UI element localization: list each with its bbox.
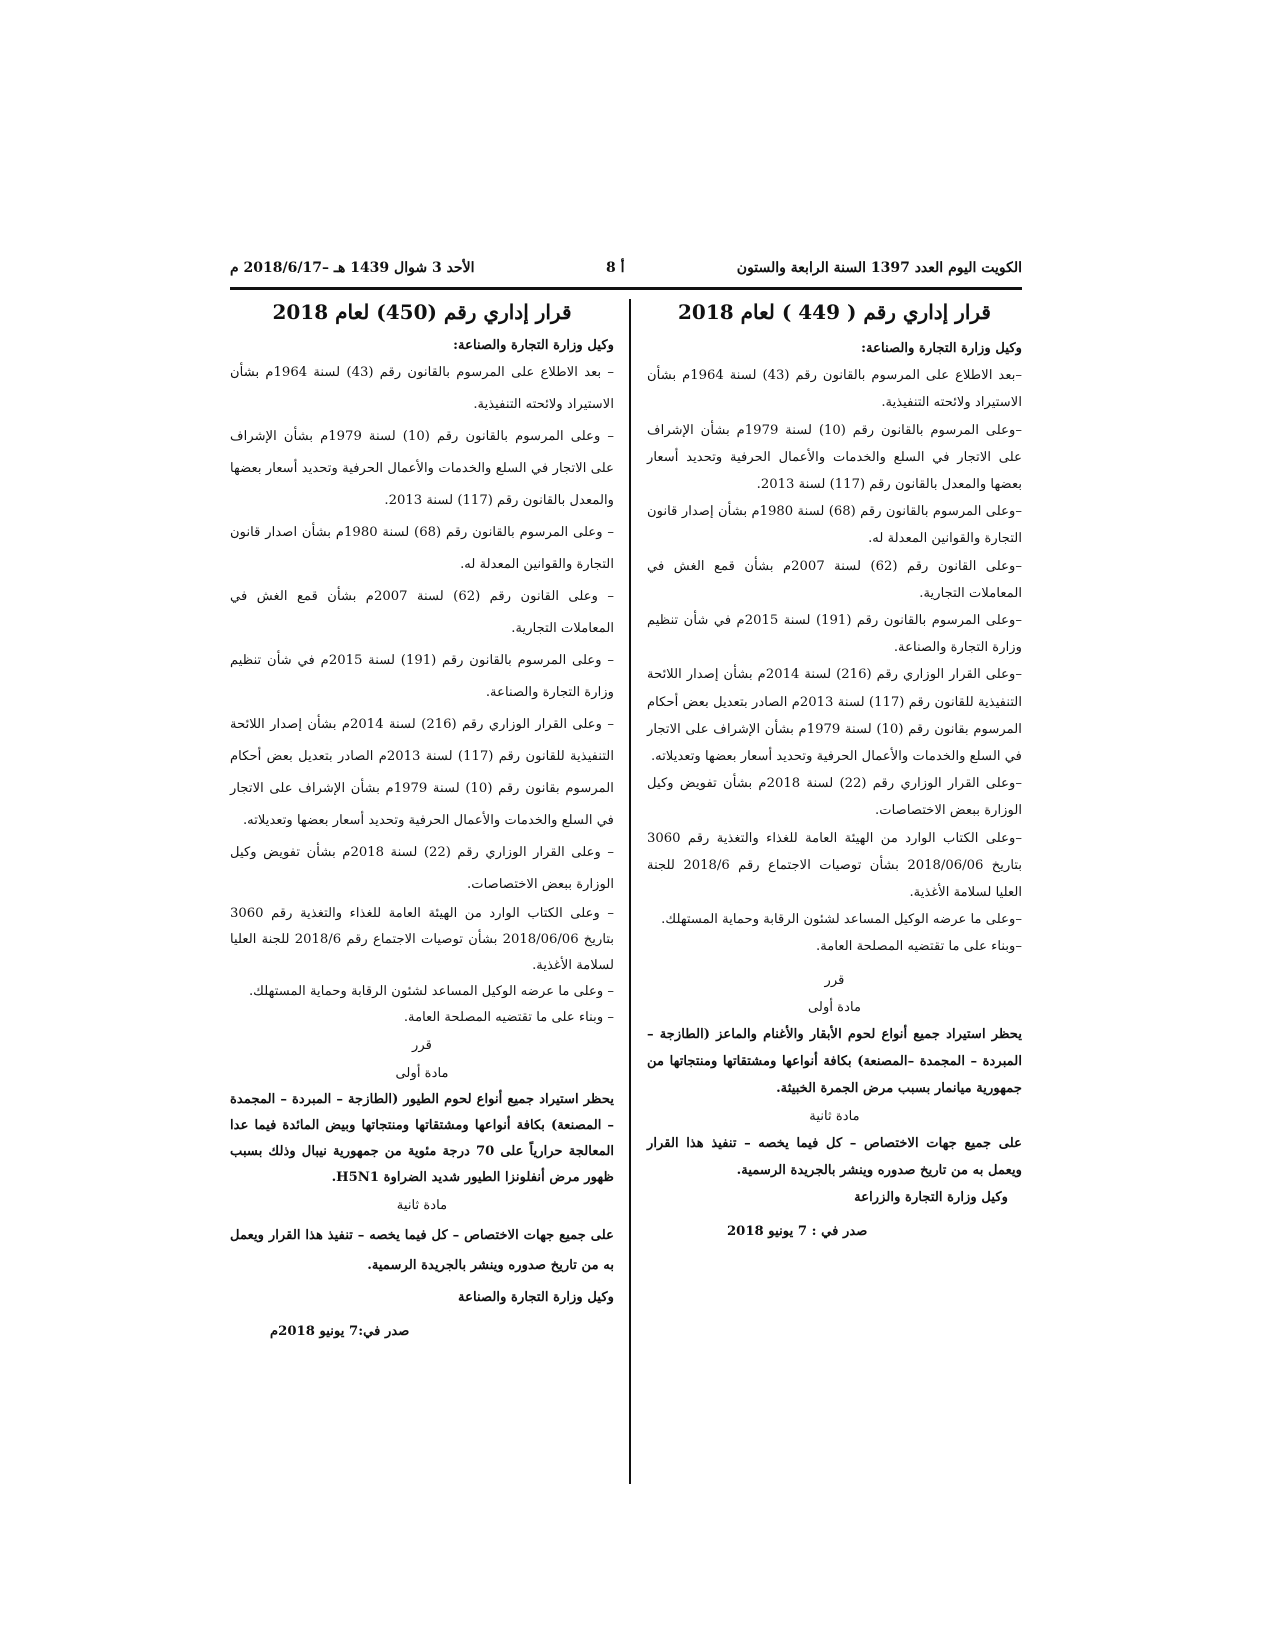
decision-449-column (647, 297, 1022, 1245)
article-text: يحظر استيراد جميع أنواع لحوم الطيور (الطازجة – المبردة – المجمدة – المصنعة) بكافة أنواعها ومشتقاتها ومنتجاتها وبيض المائدة فيما عدا المعالجة حرارياً على 70 درجة مئوية من جمهورية نيبال وذلك بسبب ظهور مرض أنفلونزا الطيور شديد الضراوة H5N1. (230, 1092, 614, 1185)
clause: – وعلى القرار الوزاري رقم (22) لسنة 2018م بشأن تفويض وكيل الوزارة ببعض الاختصاصات. (230, 845, 614, 892)
article-heading: مادة أولى (395, 1066, 449, 1081)
clause: –وعلى ما عرضه الوكيل المساعد لشئون الرقابة وحماية المستهلك. (661, 912, 1022, 928)
article-heading: مادة أولى (807, 999, 862, 1015)
decision-title: قرار إداري رقم ( 449 ) لعام 2018 (678, 300, 991, 324)
clause: – وعلى ما عرضه الوكيل المساعد لشئون الرقابة وحماية المستهلك. (248, 984, 614, 999)
article-heading: مادة ثانية (396, 1198, 448, 1213)
gazette-issue: الكويت اليوم العدد 1397 السنة الرابعة والستون (736, 260, 1022, 276)
clause: –وعلى المرسوم بالقانون رقم (68) لسنة 1980م بشأن إصدار قانون التجارة والقوانين المعدلة له. (647, 504, 1022, 547)
clause: –وعلى القانون رقم (62) لسنة 2007م بشأن قمع الغش في المعاملات التجارية. (647, 558, 1022, 601)
decided-heading: قرر (824, 972, 845, 988)
signature: وكيل وزارة التجارة والصناعة (458, 1290, 614, 1305)
decision-intro: وكيل وزارة التجارة والصناعة: (453, 338, 614, 353)
page-header (230, 256, 1022, 286)
clause: –وعلى القرار الوزاري رقم (22) لسنة 2018م بشأن تفويض وكيل الوزارة ببعض الاختصاصات. (647, 776, 1022, 819)
page-number: أ 8 (606, 260, 625, 276)
clause: – وعلى الكتاب الوارد من الهيئة العامة للغذاء والتغذية رقم 3060 بتاريخ 2018/06/06 بشأن توصيات الاجتماع رقم 2018/6 للجنة العليا لسلامة الأغذية. (230, 906, 614, 973)
clause: –وعلى المرسوم بالقانون رقم (191) لسنة 2015م في شأن تنظيم وزارة التجارة والصناعة. (647, 613, 1022, 656)
clause: – وبناء على ما تقتضيه المصلحة العامة. (403, 1010, 614, 1025)
clause: – بعد الاطلاع على المرسوم بالقانون رقم (43) لسنة 1964م بشأن الاستيراد ولائحته التنفيذية. (230, 365, 614, 412)
decision-intro: وكيل وزارة التجارة والصناعة: (861, 341, 1022, 356)
clause: –وعلى القرار الوزاري رقم (216) لسنة 2014م بشأن إصدار اللائحة التنفيذية للقانون رقم (117) لسنة 2013م الصادر بتعديل بعض أحكام المرسوم بقانون رقم (10) لسنة 1979م بشأن الإشراف على الاتجار في السلع والخدمات والأعمال الحرفية وتحديد أسعار بعضها وتعديلاته. (647, 667, 1022, 765)
article-text: يحظر استيراد جميع أنواع لحوم الأبقار والأغنام والماعز (الطازجة – المبردة – المجمدة –المصنعة) بكافة أنواعها ومشتقاتها ومنتجاتها من جمهورية ميانمار بسبب مرض الجمرة الخبيثة. (647, 1027, 1022, 1097)
decision-450-column (230, 297, 614, 1349)
clause: –وعلى الكتاب الوارد من الهيئة العامة للغذاء والتغذية رقم 3060 بتاريخ 2018/06/06 بشأن توصيات الاجتماع رقم 2018/6 للجنة العليا لسلامة الأغذية. (647, 830, 1022, 901)
clause: – وعلى المرسوم بالقانون رقم (68) لسنة 1980م بشأن اصدار قانون التجارة والقوانين المعدلة له. (230, 525, 615, 572)
article-text: على جميع جهات الاختصاص – كل فيما يخصه – تنفيذ هذا القرار ويعمل به من تاريخ صدوره وينشر بالجريدة الرسمية. (647, 1135, 1022, 1179)
clause: – وعلى القانون رقم (62) لسنة 2007م بشأن قمع الغش في المعاملات التجارية. (230, 589, 614, 636)
decision-title: قرار إداري رقم (450) لعام 2018 (272, 300, 572, 324)
article-text: على جميع جهات الاختصاص – كل فيما يخصه – تنفيذ هذا القرار ويعمل به من تاريخ صدوره وينشر بالجريدة الرسمية. (230, 1228, 614, 1273)
issue-date: الأحد 3 شوال 1439 هـ –2018/6/17 م (230, 260, 475, 276)
signature: وكيل وزارة التجارة والزراعة (854, 1190, 1008, 1206)
clause: – وعلى المرسوم بالقانون رقم (191) لسنة 2015م في شأن تنظيم وزارة التجارة والصناعة. (230, 653, 615, 700)
clause: –وبناء على ما تقتضيه المصلحة العامة. (816, 939, 1022, 955)
column-divider (629, 299, 631, 1484)
header-rule (230, 287, 1022, 290)
article-heading: مادة ثانية (809, 1108, 860, 1124)
decided-heading: قرر (412, 1038, 432, 1053)
clause: –وعلى المرسوم بالقانون رقم (10) لسنة 1979م بشأن الإشراف على الاتجار في السلع والخدمات والأعمال الحرفية وتحديد أسعار بعضها والمعدل بالقانون رقم (117) لسنة 2013. (647, 422, 1022, 493)
issue-date-line: صدر في : 7 يونيو 2018 (727, 1223, 868, 1239)
clause: – وعلى القرار الوزاري رقم (216) لسنة 2014م بشأن إصدار اللائحة التنفيذية للقانون رقم (117) لسنة 2013م الصادر بتعديل بعض أحكام المرسوم بقانون رقم (10) لسنة 1979م بشأن الإشراف على الاتجار في السلع والخدمات والأعمال الحرفية وتحديد أسعار بعضها وتعديلاته. (230, 717, 614, 828)
clause: –بعد الاطلاع على المرسوم بالقانون رقم (43) لسنة 1964م بشأن الاستيراد ولائحته التنفيذية. (647, 368, 1022, 411)
clause: – وعلى المرسوم بالقانون رقم (10) لسنة 1979م بشأن الإشراف على الاتجار في السلع والخدمات والأعمال الحرفية وتحديد أسعار بعضها والمعدل بالقانون رقم (117) لسنة 2013. (230, 429, 614, 508)
issue-date-line: صدر في:7 يونيو 2018م (270, 1324, 410, 1339)
